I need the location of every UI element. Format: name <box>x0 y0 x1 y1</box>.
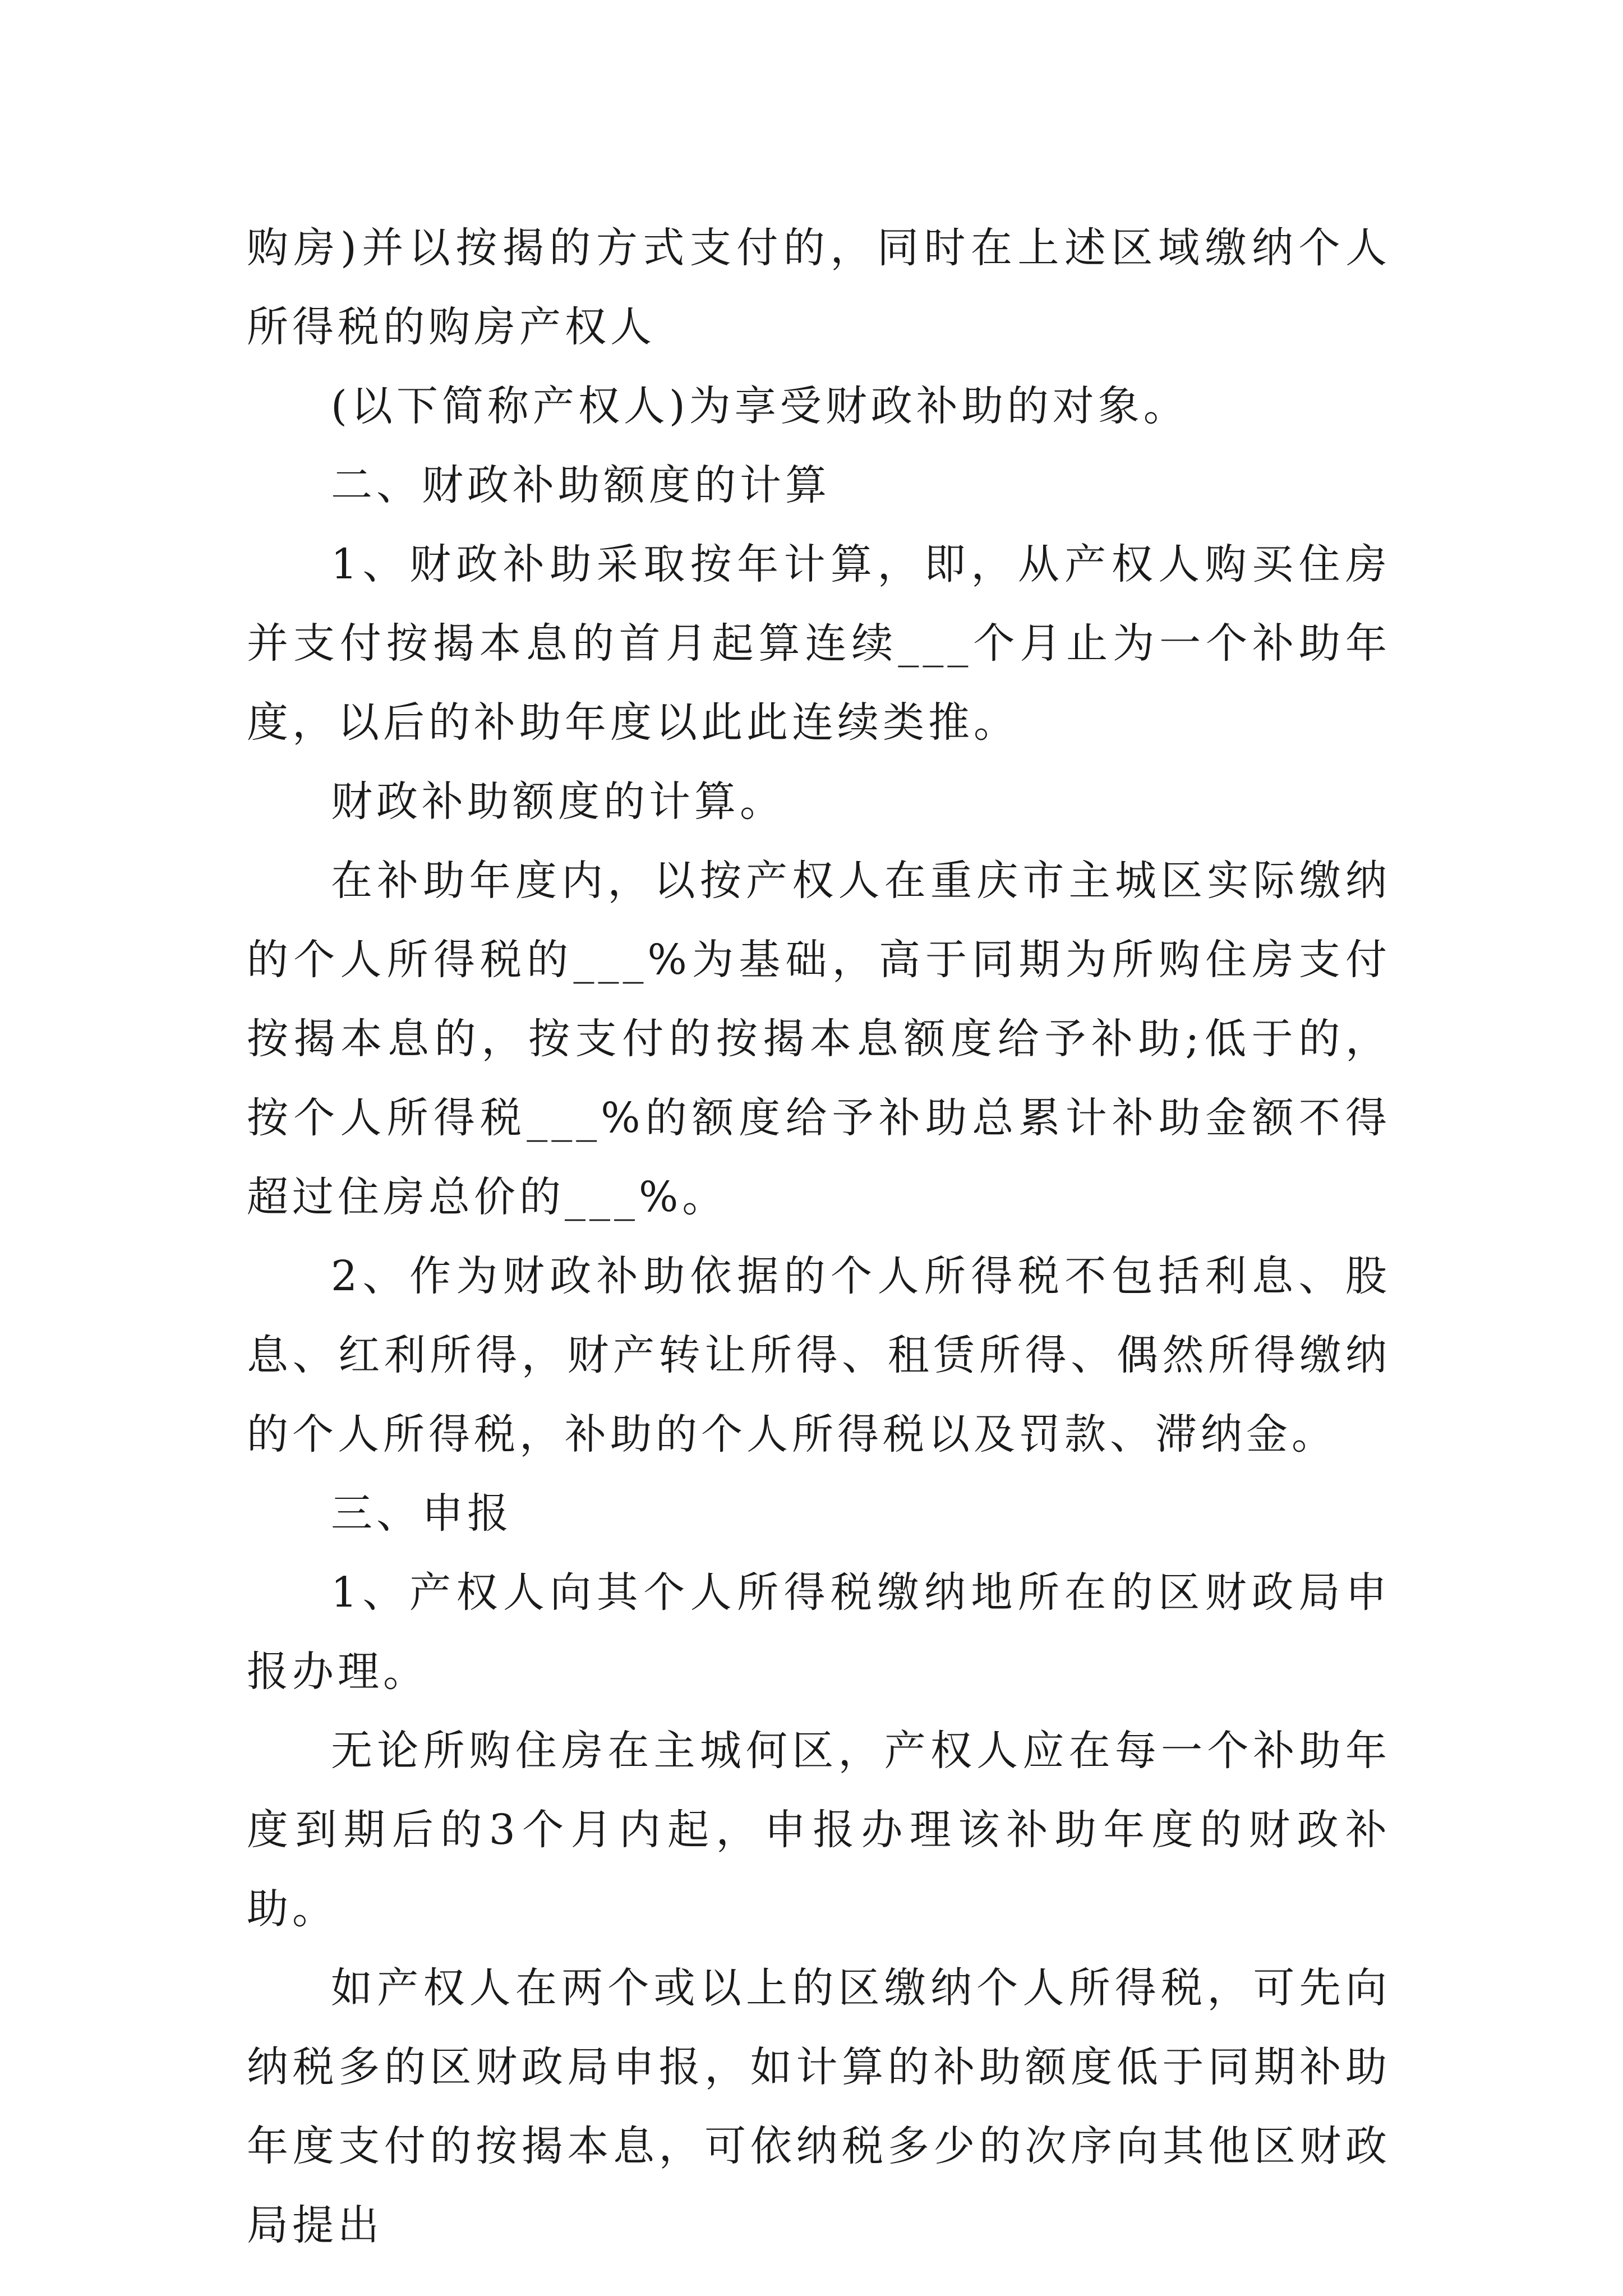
paragraph: 2、作为财政补助依据的个人所得税不包括利息、股息、红利所得，财产转让所得、租赁所得、偶然所得缴纳的个人所得税，补助的个人所得税以及罚款、滞纳金。 <box>247 1252 1391 1458</box>
paragraph: 1、财政补助采取按年计算，即，从产权人购买住房并支付按揭本息的首月起算连续___个月止为一个补助年度，以后的补助年度以此此连续类推。 <box>247 540 1391 747</box>
section-heading: 二、财政补助额度的计算 <box>331 461 831 509</box>
paragraph: 购房)并以按揭的方式支付的，同时在上述区域缴纳个人所得税的购房产权人 <box>247 224 1391 351</box>
paragraph: 财政补助额度的计算。 <box>331 777 785 826</box>
paragraph: 无论所购住房在主城何区，产权人应在每一个补助年度到期后的3个月内起，申报办理该补助年度的财政补助。 <box>247 1727 1391 1933</box>
document-body <box>247 209 1391 2265</box>
paragraph: (以下简称产权人)为享受财政补助的对象。 <box>331 382 1189 430</box>
paragraph: 如产权人在两个或以上的区缴纳个人所得税，可先向纳税多的区财政局申报，如计算的补助额度低于同期补助年度支付的按揭本息，可依纳税多少的次序向其他区财政局提出 <box>247 1964 1391 2249</box>
section-heading: 三、申报 <box>331 1489 513 1538</box>
paragraph: 在补助年度内，以按产权人在重庆市主城区实际缴纳的个人所得税的___%为基础，高于同期为所购住房支付按揭本息的，按支付的按揭本息额度给予补助;低于的，按个人所得税___%的额度给予补助总累计补助金额不得超过住房总价的___%。 <box>247 857 1391 1221</box>
paragraph: 1、产权人向其个人所得税缴纳地所在的区财政局申报办理。 <box>247 1568 1391 1696</box>
